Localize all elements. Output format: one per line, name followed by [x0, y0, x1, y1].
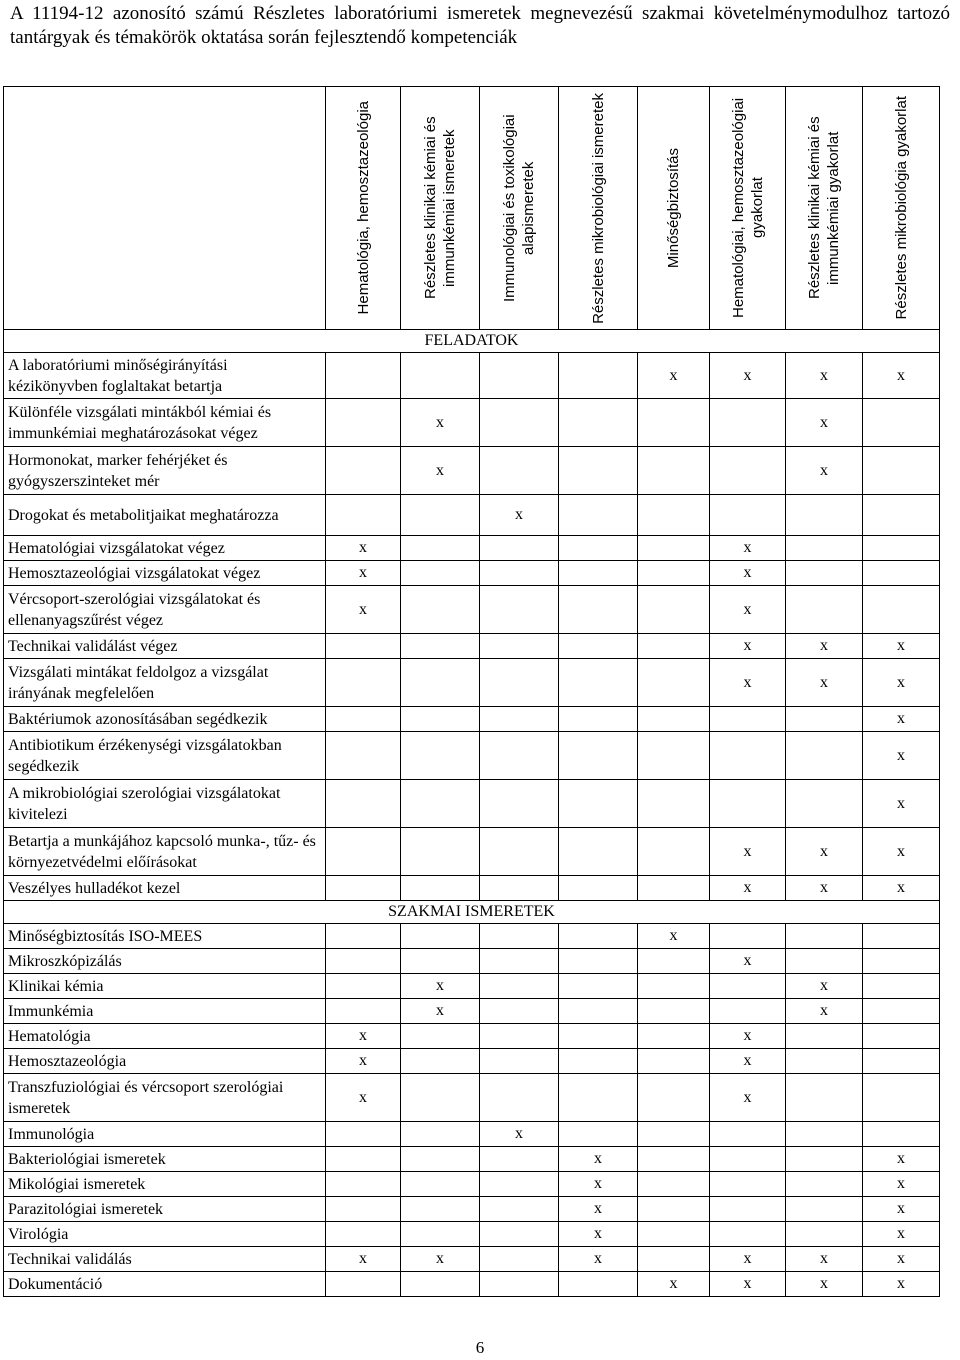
row-label: Bakteriológiai ismeretek — [4, 1147, 326, 1172]
mark-cell: x — [863, 828, 940, 876]
mark-cell — [326, 828, 401, 876]
mark-cell — [559, 659, 638, 707]
mark-cell — [559, 399, 638, 447]
mark-cell — [786, 561, 863, 586]
mark-cell: x — [638, 353, 710, 399]
mark-cell — [480, 447, 559, 495]
mark-cell — [480, 561, 559, 586]
mark-cell — [480, 586, 559, 634]
mark-cell — [638, 1172, 710, 1197]
mark-cell — [638, 659, 710, 707]
mark-cell — [326, 1197, 401, 1222]
table-row — [4, 561, 940, 586]
mark-cell — [638, 586, 710, 634]
mark-cell: x — [559, 1222, 638, 1247]
mark-cell: x — [326, 586, 401, 634]
mark-cell — [480, 828, 559, 876]
mark-cell — [559, 1272, 638, 1297]
mark-cell — [401, 353, 480, 399]
table-row — [4, 1247, 940, 1272]
table-row — [4, 780, 940, 828]
table-row — [4, 1024, 940, 1049]
mark-cell — [480, 1024, 559, 1049]
section-row — [4, 901, 940, 924]
mark-cell — [863, 586, 940, 634]
row-label: Vizsgálati mintákat feldolgoz a vizsgálat irányának megfelelően — [4, 659, 326, 707]
mark-cell — [401, 949, 480, 974]
mark-cell: x — [326, 1024, 401, 1049]
mark-cell — [326, 949, 401, 974]
mark-cell — [326, 1122, 401, 1147]
mark-cell — [863, 561, 940, 586]
mark-cell — [786, 1122, 863, 1147]
mark-cell: x — [710, 353, 786, 399]
mark-cell — [863, 1122, 940, 1147]
mark-cell — [863, 399, 940, 447]
row-label: Hematológia — [4, 1024, 326, 1049]
row-label: Klinikai kémia — [4, 974, 326, 999]
column-header: Részletes klinikai kémiai és immunkémiai gyakorlat — [786, 87, 863, 330]
row-label: Immunológia — [4, 1122, 326, 1147]
mark-cell — [559, 495, 638, 536]
mark-cell — [401, 1122, 480, 1147]
mark-cell — [863, 1024, 940, 1049]
mark-cell — [326, 707, 401, 732]
table-row — [4, 876, 940, 901]
mark-cell: x — [326, 536, 401, 561]
mark-cell: x — [786, 828, 863, 876]
mark-cell — [638, 949, 710, 974]
mark-cell — [638, 1049, 710, 1074]
mark-cell — [863, 974, 940, 999]
mark-cell — [326, 1147, 401, 1172]
table-row — [4, 634, 940, 659]
table-row — [4, 1049, 940, 1074]
mark-cell — [710, 974, 786, 999]
table-row — [4, 1074, 940, 1122]
mark-cell — [638, 1247, 710, 1272]
mark-cell — [786, 536, 863, 561]
mark-cell: x — [710, 586, 786, 634]
row-label: Minőségbiztosítás ISO-MEES — [4, 924, 326, 949]
mark-cell: x — [786, 353, 863, 399]
mark-cell — [401, 1272, 480, 1297]
mark-cell — [480, 707, 559, 732]
mark-cell: x — [863, 1172, 940, 1197]
mark-cell: x — [863, 634, 940, 659]
mark-cell — [401, 495, 480, 536]
table-row — [4, 353, 940, 399]
mark-cell — [480, 999, 559, 1024]
mark-cell — [401, 659, 480, 707]
mark-cell: x — [326, 1247, 401, 1272]
table-row — [4, 732, 940, 780]
table-row — [4, 1147, 940, 1172]
mark-cell — [710, 1222, 786, 1247]
mark-cell: x — [786, 1247, 863, 1272]
mark-cell: x — [786, 1272, 863, 1297]
column-header: Részletes mikrobiológiai ismeretek — [559, 87, 638, 330]
mark-cell — [863, 1049, 940, 1074]
row-label: A laboratóriumi minőségirányítási kézikönyvben foglaltakat betartja — [4, 353, 326, 399]
mark-cell: x — [863, 732, 940, 780]
mark-cell — [863, 999, 940, 1024]
mark-cell: x — [559, 1247, 638, 1272]
mark-cell — [326, 1272, 401, 1297]
mark-cell — [786, 1074, 863, 1122]
mark-cell — [401, 1024, 480, 1049]
mark-cell — [559, 353, 638, 399]
mark-cell — [638, 1074, 710, 1122]
mark-cell — [786, 1222, 863, 1247]
column-header: Immunológiai és toxikológiai alapismeretek — [480, 87, 559, 330]
mark-cell — [638, 536, 710, 561]
mark-cell — [326, 634, 401, 659]
mark-cell: x — [326, 1074, 401, 1122]
mark-cell — [710, 1172, 786, 1197]
mark-cell: x — [480, 1122, 559, 1147]
table-row — [4, 1222, 940, 1247]
mark-cell — [326, 399, 401, 447]
mark-cell — [326, 732, 401, 780]
mark-cell — [480, 974, 559, 999]
mark-cell — [863, 495, 940, 536]
mark-cell — [710, 1122, 786, 1147]
row-label: Hemosztazeológia — [4, 1049, 326, 1074]
row-label: Veszélyes hulladékot kezel — [4, 876, 326, 901]
mark-cell: x — [786, 399, 863, 447]
mark-cell: x — [863, 1272, 940, 1297]
mark-cell — [401, 780, 480, 828]
mark-cell — [559, 974, 638, 999]
mark-cell — [326, 924, 401, 949]
mark-cell — [401, 1197, 480, 1222]
mark-cell — [559, 536, 638, 561]
mark-cell — [559, 780, 638, 828]
table-row — [4, 828, 940, 876]
mark-cell: x — [401, 399, 480, 447]
mark-cell — [326, 780, 401, 828]
mark-cell — [638, 399, 710, 447]
mark-cell — [638, 780, 710, 828]
row-label: Betartja a munkájához kapcsoló munka-, tűz- és környezetvédelmi előírásokat — [4, 828, 326, 876]
mark-cell — [559, 561, 638, 586]
row-label: Dokumentáció — [4, 1272, 326, 1297]
row-label: Parazitológiai ismeretek — [4, 1197, 326, 1222]
row-label: Mikológiai ismeretek — [4, 1172, 326, 1197]
mark-cell — [710, 399, 786, 447]
mark-cell: x — [710, 634, 786, 659]
row-label: Mikroszkópizálás — [4, 949, 326, 974]
mark-cell — [710, 447, 786, 495]
mark-cell: x — [786, 447, 863, 495]
mark-cell — [326, 447, 401, 495]
mark-cell — [710, 780, 786, 828]
mark-cell: x — [401, 974, 480, 999]
mark-cell — [638, 732, 710, 780]
row-label: Hemosztazeológiai vizsgálatokat végez — [4, 561, 326, 586]
table-row — [4, 586, 940, 634]
section-row — [4, 330, 940, 353]
mark-cell — [480, 1049, 559, 1074]
mark-cell — [559, 586, 638, 634]
mark-cell: x — [863, 707, 940, 732]
mark-cell — [559, 732, 638, 780]
mark-cell — [786, 495, 863, 536]
mark-cell — [480, 634, 559, 659]
column-header: Minőségbiztosítás — [638, 87, 710, 330]
mark-cell — [786, 586, 863, 634]
page-number: 6 — [475, 1338, 485, 1357]
mark-cell — [786, 1049, 863, 1074]
row-label: Vércsoport-szerológiai vizsgálatokat és ellenanyagszűrést végez — [4, 586, 326, 634]
mark-cell — [638, 1122, 710, 1147]
row-label: Transzfuziológiai és vércsoport szerológiai ismeretek — [4, 1074, 326, 1122]
mark-cell — [638, 707, 710, 732]
mark-cell — [710, 1147, 786, 1172]
mark-cell — [710, 707, 786, 732]
table-row — [4, 447, 940, 495]
mark-cell — [480, 1074, 559, 1122]
row-label: A mikrobiológiai szerológiai vizsgálatokat kivitelezi — [4, 780, 326, 828]
mark-cell — [863, 949, 940, 974]
mark-cell — [480, 780, 559, 828]
mark-cell: x — [863, 659, 940, 707]
mark-cell — [326, 495, 401, 536]
mark-cell — [786, 924, 863, 949]
mark-cell — [559, 1049, 638, 1074]
row-label: Technikai validálás — [4, 1247, 326, 1272]
mark-cell — [401, 828, 480, 876]
mark-cell: x — [480, 495, 559, 536]
row-label: Hormonokat, marker fehérjéket és gyógyszerszinteket mér — [4, 447, 326, 495]
mark-cell — [480, 924, 559, 949]
mark-cell — [326, 1172, 401, 1197]
mark-cell — [638, 1024, 710, 1049]
mark-cell: x — [559, 1197, 638, 1222]
mark-cell: x — [863, 1247, 940, 1272]
mark-cell — [480, 1197, 559, 1222]
column-header: Részletes mikrobiológia gyakorlat — [863, 87, 940, 330]
mark-cell — [401, 924, 480, 949]
mark-cell: x — [710, 876, 786, 901]
mark-cell: x — [710, 828, 786, 876]
mark-cell — [559, 447, 638, 495]
table-row — [4, 659, 940, 707]
mark-cell: x — [559, 1147, 638, 1172]
mark-cell — [559, 707, 638, 732]
mark-cell — [710, 732, 786, 780]
column-header: Hematológia, hemosztazeológia — [326, 87, 401, 330]
table-body — [4, 330, 940, 1297]
mark-cell — [401, 1172, 480, 1197]
mark-cell — [786, 1172, 863, 1197]
mark-cell — [401, 634, 480, 659]
mark-cell — [710, 999, 786, 1024]
mark-cell — [638, 1222, 710, 1247]
mark-cell — [559, 999, 638, 1024]
mark-cell — [638, 974, 710, 999]
mark-cell: x — [710, 659, 786, 707]
mark-cell — [326, 659, 401, 707]
mark-cell: x — [710, 1024, 786, 1049]
mark-cell — [559, 1122, 638, 1147]
mark-cell — [863, 924, 940, 949]
mark-cell: x — [710, 949, 786, 974]
mark-cell — [638, 1147, 710, 1172]
table-row — [4, 924, 940, 949]
mark-cell: x — [710, 1272, 786, 1297]
mark-cell: x — [786, 876, 863, 901]
mark-cell: x — [863, 1147, 940, 1172]
mark-cell — [480, 399, 559, 447]
mark-cell — [480, 353, 559, 399]
mark-cell: x — [786, 974, 863, 999]
mark-cell — [559, 949, 638, 974]
table-row — [4, 495, 940, 536]
mark-cell — [786, 780, 863, 828]
mark-cell: x — [863, 1222, 940, 1247]
mark-cell — [786, 949, 863, 974]
mark-cell: x — [326, 561, 401, 586]
mark-cell — [326, 1222, 401, 1247]
mark-cell — [786, 707, 863, 732]
section-title: FELADATOK — [4, 330, 940, 353]
mark-cell — [786, 1024, 863, 1049]
competency-table — [3, 86, 940, 1297]
mark-cell — [638, 495, 710, 536]
mark-cell — [401, 707, 480, 732]
table-row — [4, 707, 940, 732]
table-row — [4, 399, 940, 447]
mark-cell — [401, 1074, 480, 1122]
mark-cell: x — [786, 634, 863, 659]
mark-cell — [401, 536, 480, 561]
row-label: Virológia — [4, 1222, 326, 1247]
mark-cell — [401, 1147, 480, 1172]
mark-cell: x — [401, 447, 480, 495]
mark-cell: x — [710, 1247, 786, 1272]
row-label: Hematológiai vizsgálatokat végez — [4, 536, 326, 561]
mark-cell — [638, 876, 710, 901]
mark-cell — [638, 447, 710, 495]
mark-cell — [786, 732, 863, 780]
mark-cell: x — [638, 924, 710, 949]
mark-cell — [480, 536, 559, 561]
mark-cell — [710, 1197, 786, 1222]
mark-cell — [480, 1147, 559, 1172]
mark-cell: x — [710, 536, 786, 561]
mark-cell: x — [326, 1049, 401, 1074]
mark-cell — [559, 634, 638, 659]
mark-cell: x — [401, 999, 480, 1024]
mark-cell — [638, 1197, 710, 1222]
header-corner — [4, 87, 326, 330]
mark-cell — [786, 1147, 863, 1172]
table-row — [4, 1272, 940, 1297]
table-row — [4, 949, 940, 974]
row-label: Baktériumok azonosításában segédkezik — [4, 707, 326, 732]
mark-cell: x — [401, 1247, 480, 1272]
row-label: Antibiotikum érzékenységi vizsgálatokban segédkezik — [4, 732, 326, 780]
section-title: SZAKMAI ISMERETEK — [4, 901, 940, 924]
mark-cell: x — [786, 659, 863, 707]
mark-cell — [401, 586, 480, 634]
row-label: Különféle vizsgálati mintákból kémiai és immunkémiai meghatározásokat végez — [4, 399, 326, 447]
mark-cell — [863, 536, 940, 561]
mark-cell: x — [559, 1172, 638, 1197]
mark-cell — [863, 447, 940, 495]
mark-cell — [559, 924, 638, 949]
column-header: Hematológiai, hemosztazeológiai gyakorlat — [710, 87, 786, 330]
mark-cell — [638, 999, 710, 1024]
mark-cell — [401, 732, 480, 780]
mark-cell — [559, 1074, 638, 1122]
mark-cell — [638, 561, 710, 586]
mark-cell — [480, 1247, 559, 1272]
mark-cell — [326, 999, 401, 1024]
mark-cell — [638, 828, 710, 876]
mark-cell — [480, 659, 559, 707]
mark-cell — [480, 949, 559, 974]
mark-cell — [710, 495, 786, 536]
document-title: A 11194-12 azonosító számú Részletes laboratóriumi ismeretek megnevezésű szakmai követelménymodulhoz tartozó tantárgyak és témakörök oktatása során fejlesztendő kompetenciák — [10, 3, 950, 48]
mark-cell: x — [863, 876, 940, 901]
mark-cell — [480, 876, 559, 901]
mark-cell — [326, 353, 401, 399]
mark-cell: x — [710, 1049, 786, 1074]
table-row — [4, 1197, 940, 1222]
mark-cell: x — [863, 780, 940, 828]
table-row — [4, 1172, 940, 1197]
mark-cell — [480, 1172, 559, 1197]
table-row — [4, 999, 940, 1024]
mark-cell: x — [710, 561, 786, 586]
mark-cell — [863, 1074, 940, 1122]
table-row — [4, 1122, 940, 1147]
mark-cell — [786, 1197, 863, 1222]
mark-cell — [401, 1222, 480, 1247]
table-row — [4, 974, 940, 999]
mark-cell: x — [710, 1074, 786, 1122]
mark-cell: x — [863, 1197, 940, 1222]
mark-cell — [480, 1272, 559, 1297]
mark-cell — [401, 876, 480, 901]
row-label: Technikai validálást végez — [4, 634, 326, 659]
mark-cell — [559, 1024, 638, 1049]
row-label: Drogokat és metabolitjaikat meghatározza — [4, 495, 326, 536]
mark-cell — [480, 1222, 559, 1247]
mark-cell — [480, 732, 559, 780]
mark-cell — [326, 876, 401, 901]
column-header-row — [4, 87, 940, 330]
row-label: Immunkémia — [4, 999, 326, 1024]
mark-cell — [710, 924, 786, 949]
mark-cell — [559, 876, 638, 901]
mark-cell — [638, 634, 710, 659]
mark-cell: x — [786, 999, 863, 1024]
mark-cell — [401, 1049, 480, 1074]
mark-cell — [401, 561, 480, 586]
mark-cell: x — [638, 1272, 710, 1297]
mark-cell — [326, 974, 401, 999]
mark-cell: x — [863, 353, 940, 399]
table-row — [4, 536, 940, 561]
column-header: Részletes klinikai kémiai és immunkémiai ismeretek — [401, 87, 480, 330]
mark-cell — [559, 828, 638, 876]
